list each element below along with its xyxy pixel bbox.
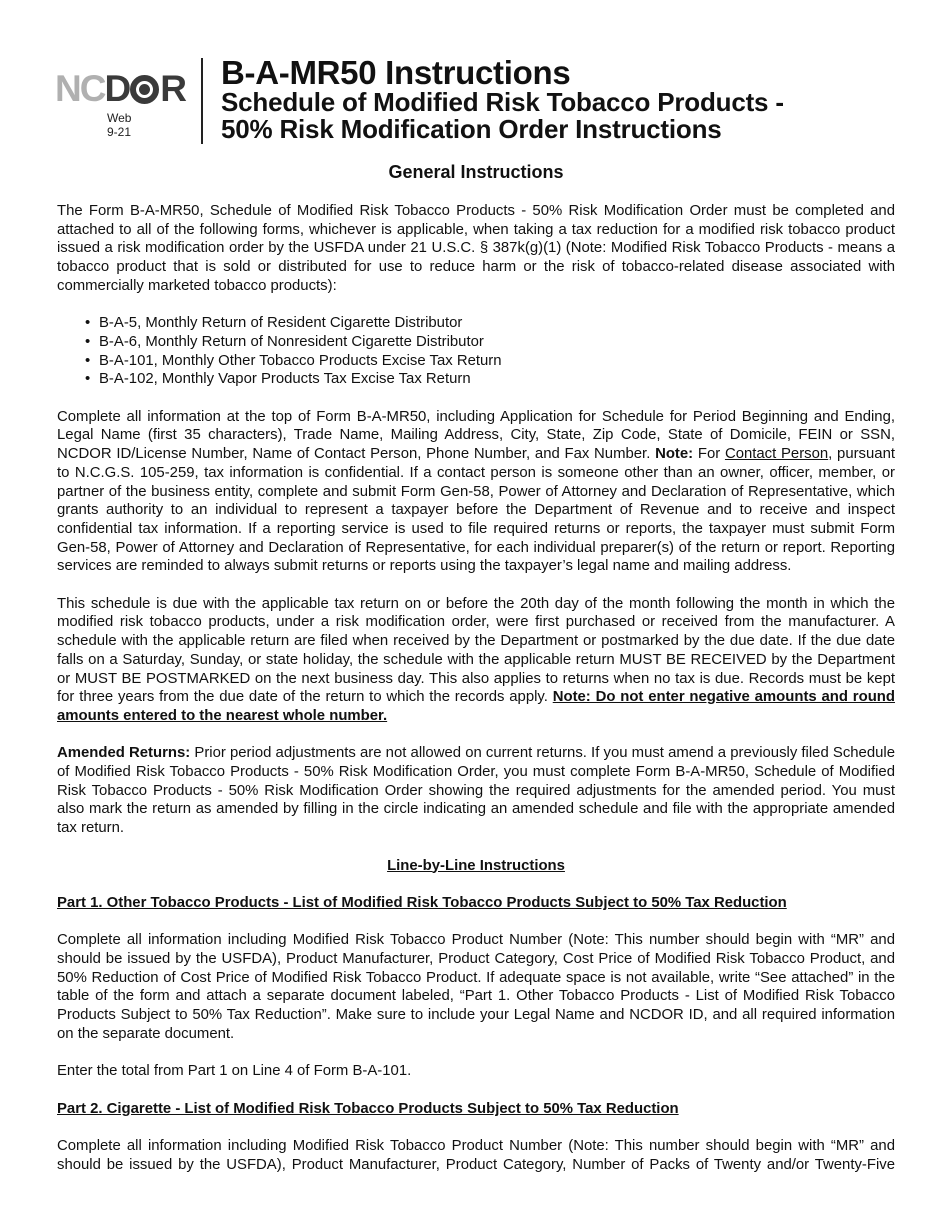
list-item: • B-A-6, Monthly Return of Nonresident Cigarette Distributor bbox=[85, 333, 895, 352]
web-label: Web bbox=[107, 111, 132, 125]
line-by-line-heading: Line-by-Line Instructions bbox=[387, 857, 565, 874]
header-titles bbox=[221, 56, 784, 143]
part-1-total-paragraph: Enter the total from Part 1 on Line 4 of Form B-A-101. bbox=[57, 1063, 412, 1080]
amended-returns-text: Prior period adjustments are not allowed on current returns. If you must amend a previously filed Schedule of Modified Risk Tobacco Products - 50% Risk Modification Order, you must complete Form B-A-MR50, Schedule of Modified Risk Tobacco Products - 50% Risk Modification Order showing the required adjustments for the amended period. You must also mark the return as amended by filling in the circle indicating an amended schedule and file with the appropriate amended tax return. bbox=[57, 745, 895, 837]
due-date-paragraph bbox=[57, 595, 895, 726]
complete-info-text-3: , pursuant to N.C.G.S. 105-259, tax information is confidential. If a contact person is someone other than an owner, officer, member, or partner of the business entity, complete and submit Form Gen-58, Power of Attorney and Declaration of Representative, which grants authority to an individual to represent a taxpayer before the Department of Revenue and to receive and inspect confidential tax information. If a reporting service is used to file required returns or reports, the taxpayer must submit Form Gen-58, Power of Attorney and Declaration of Representative, for each individual preparer(s) of the return or report. Reporting services are reminded to always submit returns or reports using the taxpayer’s legal name and mailing address. bbox=[57, 446, 895, 575]
intro-paragraph: The Form B-A-MR50, Schedule of Modified Risk Tobacco Products - 50% Risk Modification Order must be completed and attached to all of the following forms, whichever is applicable, when taking a tax reduction for a modified risk tobacco product issued a risk modification order by the USFDA under 21 U.S.C. § 387k(g)(1) (Note: Modified Risk Tobacco Products - means a tobacco product that is sold or distributed for use to reduce harm or the risk of tobacco-related disease associated with commercially marketed tobacco products): bbox=[57, 203, 895, 294]
page-title: B-A-MR50 Instructions bbox=[221, 54, 571, 91]
ncdor-logo bbox=[55, 70, 185, 107]
part-1-paragraph: Complete all information including Modified Risk Tobacco Product Number (Note: This number should begin with “MR” and should be issued by the USFDA), Product Manufacturer, Product Category, Cost Price of Modified Risk Tobacco Product, and 50% Reduction of Cost Price of Modified Risk Tobacco Product. If adequate space is not available, write “See attached” in the table of the form and attach a separate document labeled, “Part 1. Other Tobacco Products - List of Modified Risk Tobacco Products Subject to 50% Tax Reduction”. Make sure to include your Legal Name and NCDOR ID, and all required information on the separate document. bbox=[57, 932, 895, 1042]
logo-d-text: D bbox=[104, 68, 130, 109]
complete-info-text-2: For bbox=[693, 446, 725, 463]
list-item: • B-A-101, Monthly Other Tobacco Products Excise Tax Return bbox=[85, 352, 895, 371]
general-instructions-heading: General Instructions bbox=[388, 162, 564, 182]
negative-amounts-note: Note: Do not enter negative amounts and round amounts entered to the nearest whole number. bbox=[57, 689, 895, 724]
logo-r-text: R bbox=[160, 68, 185, 109]
complete-info-text: Complete all information at the top of Form B-A-MR50, including Application for Schedule for Period Beginning and Ending, Legal Name (first 35 characters), Trade Name, Mailing Address, City, State, Zip Code, State of Domicile, FEIN or SSN, NCDOR ID/License Number, Name of Contact Person, Phone Number, and Fax Number. bbox=[57, 408, 895, 463]
document-body bbox=[57, 160, 895, 1193]
logo-o-icon bbox=[130, 75, 159, 104]
note-label: Note: bbox=[655, 446, 694, 463]
page-subtitle-line-2: 50% Risk Modification Order Instructions bbox=[221, 114, 722, 144]
part-2-paragraph: Complete all information including Modified Risk Tobacco Product Number (Note: This number should begin with “MR” and should be issued by the USFDA), Product Manufacturer, Product Category, Number of Packs of Twenty and/or Twenty-Five bbox=[57, 1138, 895, 1173]
list-item: • B-A-102, Monthly Vapor Products Tax Excise Tax Return bbox=[85, 370, 895, 389]
page-header bbox=[55, 54, 910, 148]
due-date-text: This schedule is due with the applicable tax return on or before the 20th day of the month following the month in which the modified risk tobacco products, under a risk modification order, were first purchased or received from the manufacturer. A schedule with the applicable return are filed when received by the Department or postmarked by the due date. If the due date falls on a Saturday, Sunday, or state holiday, the schedule with the applicable return MUST BE RECEIVED by the Department or MUST BE POSTMARKED on the next business day. This also applies to returns when no tax is due. Records must be kept for three years from the due date of the return to which the records apply. bbox=[57, 595, 895, 706]
revision-date: 9-21 bbox=[107, 125, 132, 139]
page-subtitle-line-1: Schedule of Modified Risk Tobacco Products - bbox=[221, 87, 784, 117]
logo-nc-text: NC bbox=[55, 68, 105, 109]
complete-info-paragraph bbox=[57, 408, 895, 576]
part-2-heading: Part 2. Cigarette - List of Modified Risk Tobacco Products Subject to 50% Tax Reduction bbox=[57, 1100, 679, 1117]
contact-person-term: Contact Person bbox=[724, 446, 829, 463]
header-divider bbox=[201, 58, 203, 144]
applicable-forms-list bbox=[57, 314, 895, 389]
list-item: • B-A-5, Monthly Return of Resident Cigarette Distributor bbox=[85, 314, 895, 333]
part-1-heading: Part 1. Other Tobacco Products - List of Modified Risk Tobacco Products Subject to 50% Tax Reduction bbox=[57, 894, 787, 911]
amended-returns-label: Amended Returns: bbox=[57, 745, 191, 762]
amended-returns-paragraph bbox=[57, 744, 895, 838]
ncdor-logo-block bbox=[55, 70, 185, 139]
